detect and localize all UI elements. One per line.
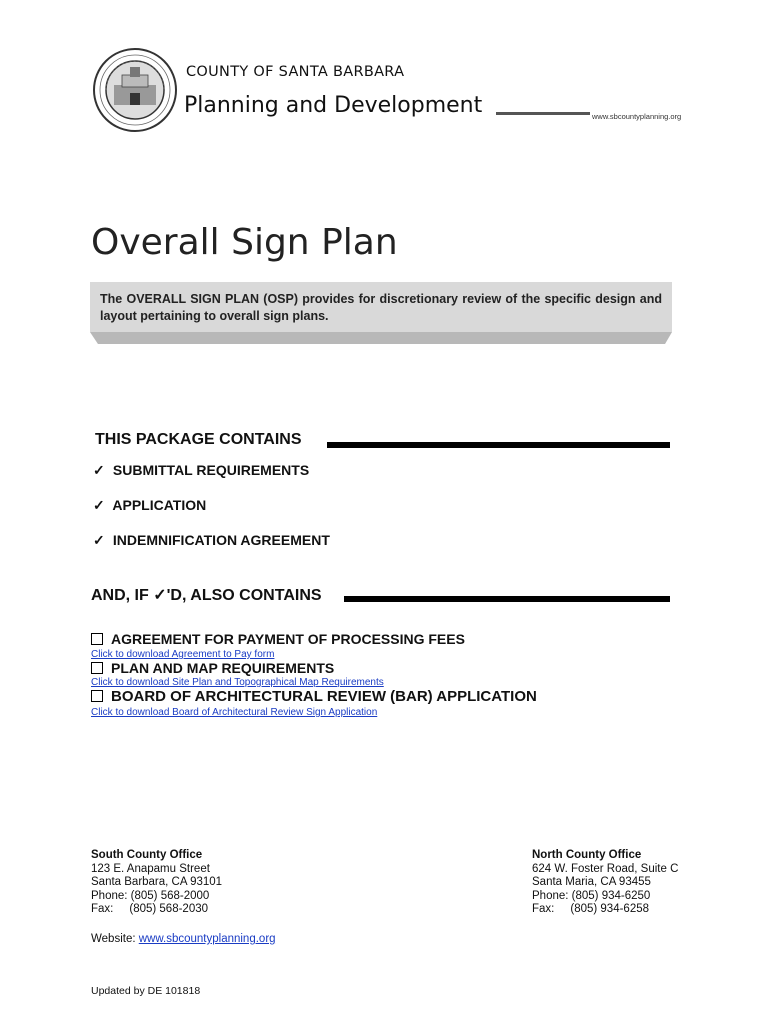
check-icon: ✓: [93, 462, 105, 478]
department-name: Planning and Development: [184, 93, 483, 118]
also-item-payment: AGREEMENT FOR PAYMENT OF PROCESSING FEES: [91, 631, 465, 647]
website-line: Website: www.sbcountyplanning.org: [91, 933, 276, 945]
also-heading-bar: [344, 596, 670, 602]
package-item-application: ✓ APPLICATION: [93, 497, 207, 513]
county-name: COUNTY OF SANTA BARBARA: [186, 64, 405, 80]
check-icon: ✓: [93, 532, 105, 548]
updated-note: Updated by DE 101818: [91, 985, 201, 997]
link-site-plan[interactable]: Click to download Site Plan and Topographical Map Requirements: [91, 677, 384, 688]
checkbox-icon[interactable]: [91, 633, 103, 645]
description-text: The OVERALL SIGN PLAN (OSP) provides for discretionary review of the specific design and layout pertaining to overall sign plans.: [100, 292, 662, 323]
header-website[interactable]: www.sbcountyplanning.org: [592, 112, 682, 121]
north-office: North County Office 624 W. Foster Road, Suite C Santa Maria, CA 93455 Phone: (805) 934-6250 Fax: (805) 934-6258: [532, 849, 679, 915]
county-seal-logo: [92, 47, 178, 133]
link-bar-application[interactable]: Click to download Board of Architectural Review Sign Application: [91, 707, 378, 718]
also-item-bar: BOARD OF ARCHITECTURAL REVIEW (BAR) APPLICATION: [91, 688, 537, 705]
package-item-indemnification: ✓ INDEMNIFICATION AGREEMENT: [93, 532, 330, 548]
also-item-plan-map: PLAN AND MAP REQUIREMENTS: [91, 660, 334, 676]
checkbox-icon[interactable]: [91, 662, 103, 674]
package-heading: THIS PACKAGE CONTAINS: [95, 431, 302, 448]
check-icon: ✓: [153, 587, 167, 604]
south-office: South County Office 123 E. Anapamu Street Santa Barbara, CA 93101 Phone: (805) 568-2000 Fax: (805) 568-2030: [91, 849, 223, 915]
also-heading: AND, IF ✓'D, ALSO CONTAINS: [91, 587, 322, 604]
check-icon: ✓: [93, 497, 105, 513]
website-link[interactable]: www.sbcountyplanning.org: [138, 933, 276, 945]
package-heading-bar: [327, 442, 670, 448]
checkbox-icon[interactable]: [91, 690, 103, 702]
page-title: Overall Sign Plan: [91, 222, 398, 263]
link-agreement-to-pay[interactable]: Click to download Agreement to Pay form: [91, 649, 275, 660]
package-item-submittal: ✓ SUBMITTAL REQUIREMENTS: [93, 462, 310, 478]
